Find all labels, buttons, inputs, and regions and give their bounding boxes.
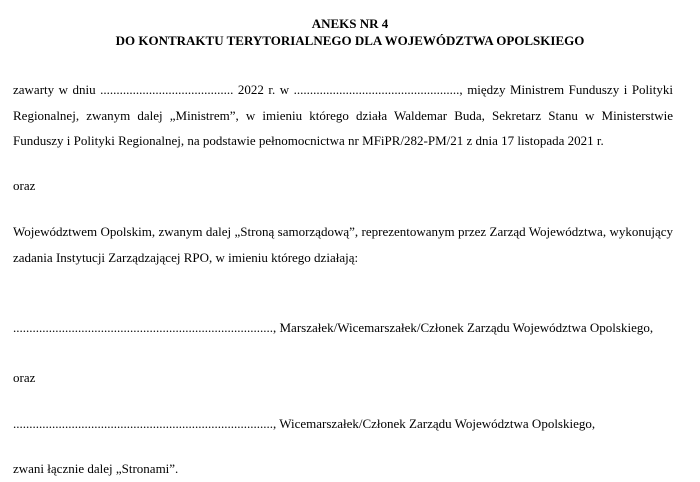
conjunction-text: oraz [13,370,36,385]
document-subtitle: DO KONTRAKTU TERYTORIALNEGO DLA WOJEWÓDZTWA OPOLSKIEGO [115,33,585,48]
signatory-line-vice-marshal: ................................................................................, Wicemarszałek/Członek Zarządu Województwa Opolskiego, [13,416,596,431]
conjunction-text: oraz [13,178,36,193]
closing-statement: zwani łącznie dalej „Stronami”. [13,461,179,476]
contract-parties-paragraph: zawarty w dniu ......................................... 2022 r. w ..................................................., między Ministrem Funduszy i Polityki Regionalnej, zwanym dalej „Ministrem”, w imieniu którego działa Waldemar Buda, Sekretarz Stanu w Ministerstwie Funduszy i Polityki Regionalnej, na podstawie pełnomocnictwa nr MFiPR/282-PM/21 z dnia 17 listopada 2021 r. [13,82,673,148]
regional-party-paragraph: Województwem Opolskim, zwanym dalej „Stroną samorządową”, reprezentowanym przez Zarząd Województwa, wykonujący zadania Instytucji Zarządzającej RPO, w imieniu którego działają: [13,224,673,265]
document-title: ANEKS NR 4 [311,16,389,31]
signatory-line-marshal: ................................................................................, Marszałek/Wicemarszałek/Członek Zarządu Województwa Opolskiego, [13,320,654,335]
